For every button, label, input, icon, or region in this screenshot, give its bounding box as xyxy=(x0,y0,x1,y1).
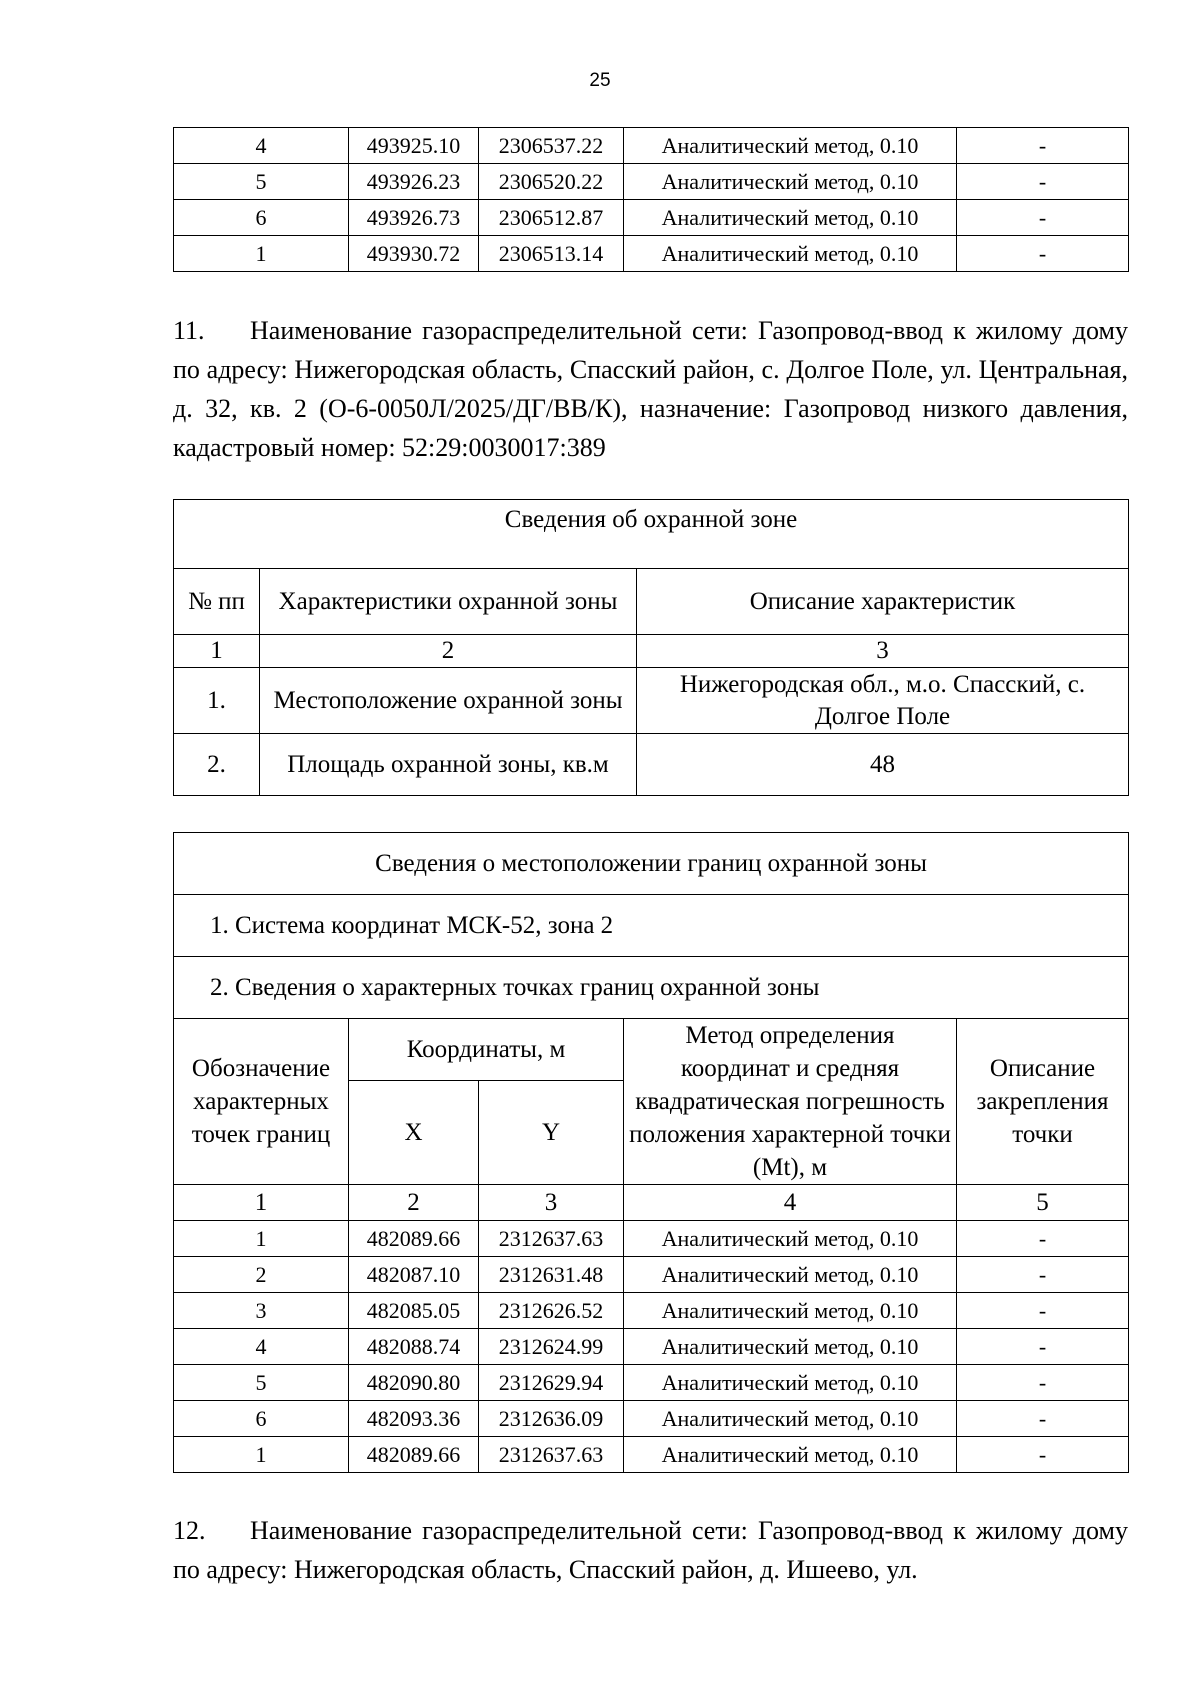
zone-row-characteristic: Местоположение охранной зоны xyxy=(260,668,637,734)
coord-y: 2306520.22 xyxy=(479,164,624,200)
point-number: 4 xyxy=(174,128,349,164)
coord-y: 2312637.63 xyxy=(479,1437,624,1473)
fixation: - xyxy=(957,1257,1129,1293)
table-row xyxy=(174,236,1129,272)
points-title: 2. Сведения о характерных точках границ охранной зоны xyxy=(174,957,1129,1019)
method: Аналитический метод, 0.10 xyxy=(624,128,957,164)
zone-info-table xyxy=(173,499,1129,796)
column-index: 2 xyxy=(349,1185,479,1221)
point-number: 6 xyxy=(174,200,349,236)
fixation: - xyxy=(957,1401,1129,1437)
header-designation: Обозначение характерных точек границ xyxy=(174,1019,349,1185)
header-x: X xyxy=(349,1080,479,1184)
page-number: 25 xyxy=(589,70,611,91)
table-row xyxy=(174,1221,1129,1257)
table-row xyxy=(174,1329,1129,1365)
zone-header-characteristics: Характеристики охранной зоны xyxy=(260,569,637,635)
coordinate-system: 1. Система координат МСК-52, зона 2 xyxy=(174,895,1129,957)
coord-x: 482087.10 xyxy=(349,1257,479,1293)
method: Аналитический метод, 0.10 xyxy=(624,1329,957,1365)
top-points-table xyxy=(173,127,1129,272)
table-row xyxy=(174,1401,1129,1437)
method: Аналитический метод, 0.10 xyxy=(624,1293,957,1329)
section-12-paragraph xyxy=(173,1511,1128,1589)
section-11-number: 11. xyxy=(173,316,205,345)
coord-y: 2312626.52 xyxy=(479,1293,624,1329)
table-row xyxy=(174,200,1129,236)
fixation: - xyxy=(957,1221,1129,1257)
point-number: 1 xyxy=(174,1437,349,1473)
zone-header-number: № пп xyxy=(174,569,260,635)
method: Аналитический метод, 0.10 xyxy=(624,1437,957,1473)
coord-x: 482089.66 xyxy=(349,1221,479,1257)
point-number: 5 xyxy=(174,1365,349,1401)
zone-col-index: 1 xyxy=(174,635,260,668)
method: Аналитический метод, 0.10 xyxy=(624,236,957,272)
zone-row-number: 2. xyxy=(174,734,260,796)
zone-row-value: 48 xyxy=(637,734,1129,796)
coord-x: 482090.80 xyxy=(349,1365,479,1401)
coord-x: 482088.74 xyxy=(349,1329,479,1365)
fixation: - xyxy=(957,164,1129,200)
table-row xyxy=(174,1257,1129,1293)
section-11-text: Наименование газораспределительной сети: Газопровод-ввод к жилому дому по адресу: Нижегородская область, Спасский район, с. Долгое Поле, ул. Центральная, д. 32, кв. 2 (О-6-0050Л/2025/ДГ/ВВ/К), назначение: Газопровод низкого давления, кадастровый номер: 52:29:0030017:389 xyxy=(173,316,1128,462)
zone-table-title: Сведения об охранной зоне xyxy=(174,500,1129,569)
zone-row-characteristic: Площадь охранной зоны, кв.м xyxy=(260,734,637,796)
method: Аналитический метод, 0.10 xyxy=(624,1401,957,1437)
column-index: 4 xyxy=(624,1185,957,1221)
coord-y: 2306537.22 xyxy=(479,128,624,164)
point-number: 5 xyxy=(174,164,349,200)
method: Аналитический метод, 0.10 xyxy=(624,1221,957,1257)
zone-col-index: 3 xyxy=(637,635,1129,668)
table-row xyxy=(174,164,1129,200)
method: Аналитический метод, 0.10 xyxy=(624,200,957,236)
point-number: 1 xyxy=(174,1221,349,1257)
point-number: 4 xyxy=(174,1329,349,1365)
fixation: - xyxy=(957,128,1129,164)
point-number: 1 xyxy=(174,236,349,272)
column-index: 3 xyxy=(479,1185,624,1221)
coord-y: 2306513.14 xyxy=(479,236,624,272)
table-row xyxy=(174,1293,1129,1329)
section-12-text: Наименование газораспределительной сети: Газопровод-ввод к жилому дому по адресу: Нижегородская область, Спасский район, д. Ишеево, ул. xyxy=(173,1516,1128,1584)
header-method: Метод определения координат и средняя квадратическая погрешность положения характерной точки (Mt), м xyxy=(624,1019,957,1185)
coord-y: 2306512.87 xyxy=(479,200,624,236)
fixation: - xyxy=(957,1365,1129,1401)
column-index: 5 xyxy=(957,1185,1129,1221)
coord-y: 2312636.09 xyxy=(479,1401,624,1437)
method: Аналитический метод, 0.10 xyxy=(624,1257,957,1293)
boundary-table xyxy=(173,832,1129,1473)
fixation: - xyxy=(957,236,1129,272)
coord-x: 493926.23 xyxy=(349,164,479,200)
table-row xyxy=(174,1437,1129,1473)
header-coordinates: Координаты, м xyxy=(349,1019,624,1081)
method: Аналитический метод, 0.10 xyxy=(624,164,957,200)
zone-row-number: 1. xyxy=(174,668,260,734)
coord-x: 493925.10 xyxy=(349,128,479,164)
fixation: - xyxy=(957,200,1129,236)
coord-y: 2312637.63 xyxy=(479,1221,624,1257)
table-row xyxy=(174,128,1129,164)
coord-y: 2312629.94 xyxy=(479,1365,624,1401)
coord-x: 493930.72 xyxy=(349,236,479,272)
zone-col-index: 2 xyxy=(260,635,637,668)
header-description: Описание закрепления точки xyxy=(957,1019,1129,1185)
header-y: Y xyxy=(479,1080,624,1184)
section-12-number: 12. xyxy=(173,1516,206,1545)
method: Аналитический метод, 0.10 xyxy=(624,1365,957,1401)
fixation: - xyxy=(957,1293,1129,1329)
coord-y: 2312631.48 xyxy=(479,1257,624,1293)
point-number: 3 xyxy=(174,1293,349,1329)
point-number: 2 xyxy=(174,1257,349,1293)
coord-x: 482089.66 xyxy=(349,1437,479,1473)
coord-x: 482093.36 xyxy=(349,1401,479,1437)
point-number: 6 xyxy=(174,1401,349,1437)
fixation: - xyxy=(957,1437,1129,1473)
coord-y: 2312624.99 xyxy=(479,1329,624,1365)
table-row xyxy=(174,1365,1129,1401)
fixation: - xyxy=(957,1329,1129,1365)
zone-header-description: Описание характеристик xyxy=(637,569,1129,635)
section-11-paragraph xyxy=(173,311,1128,467)
column-index: 1 xyxy=(174,1185,349,1221)
coord-x: 482085.05 xyxy=(349,1293,479,1329)
zone-row-value: Нижегородская обл., м.о. Спасский, с. Долгое Поле xyxy=(637,668,1129,734)
boundary-table-title: Сведения о местоположении границ охранной зоны xyxy=(174,833,1129,895)
coord-x: 493926.73 xyxy=(349,200,479,236)
